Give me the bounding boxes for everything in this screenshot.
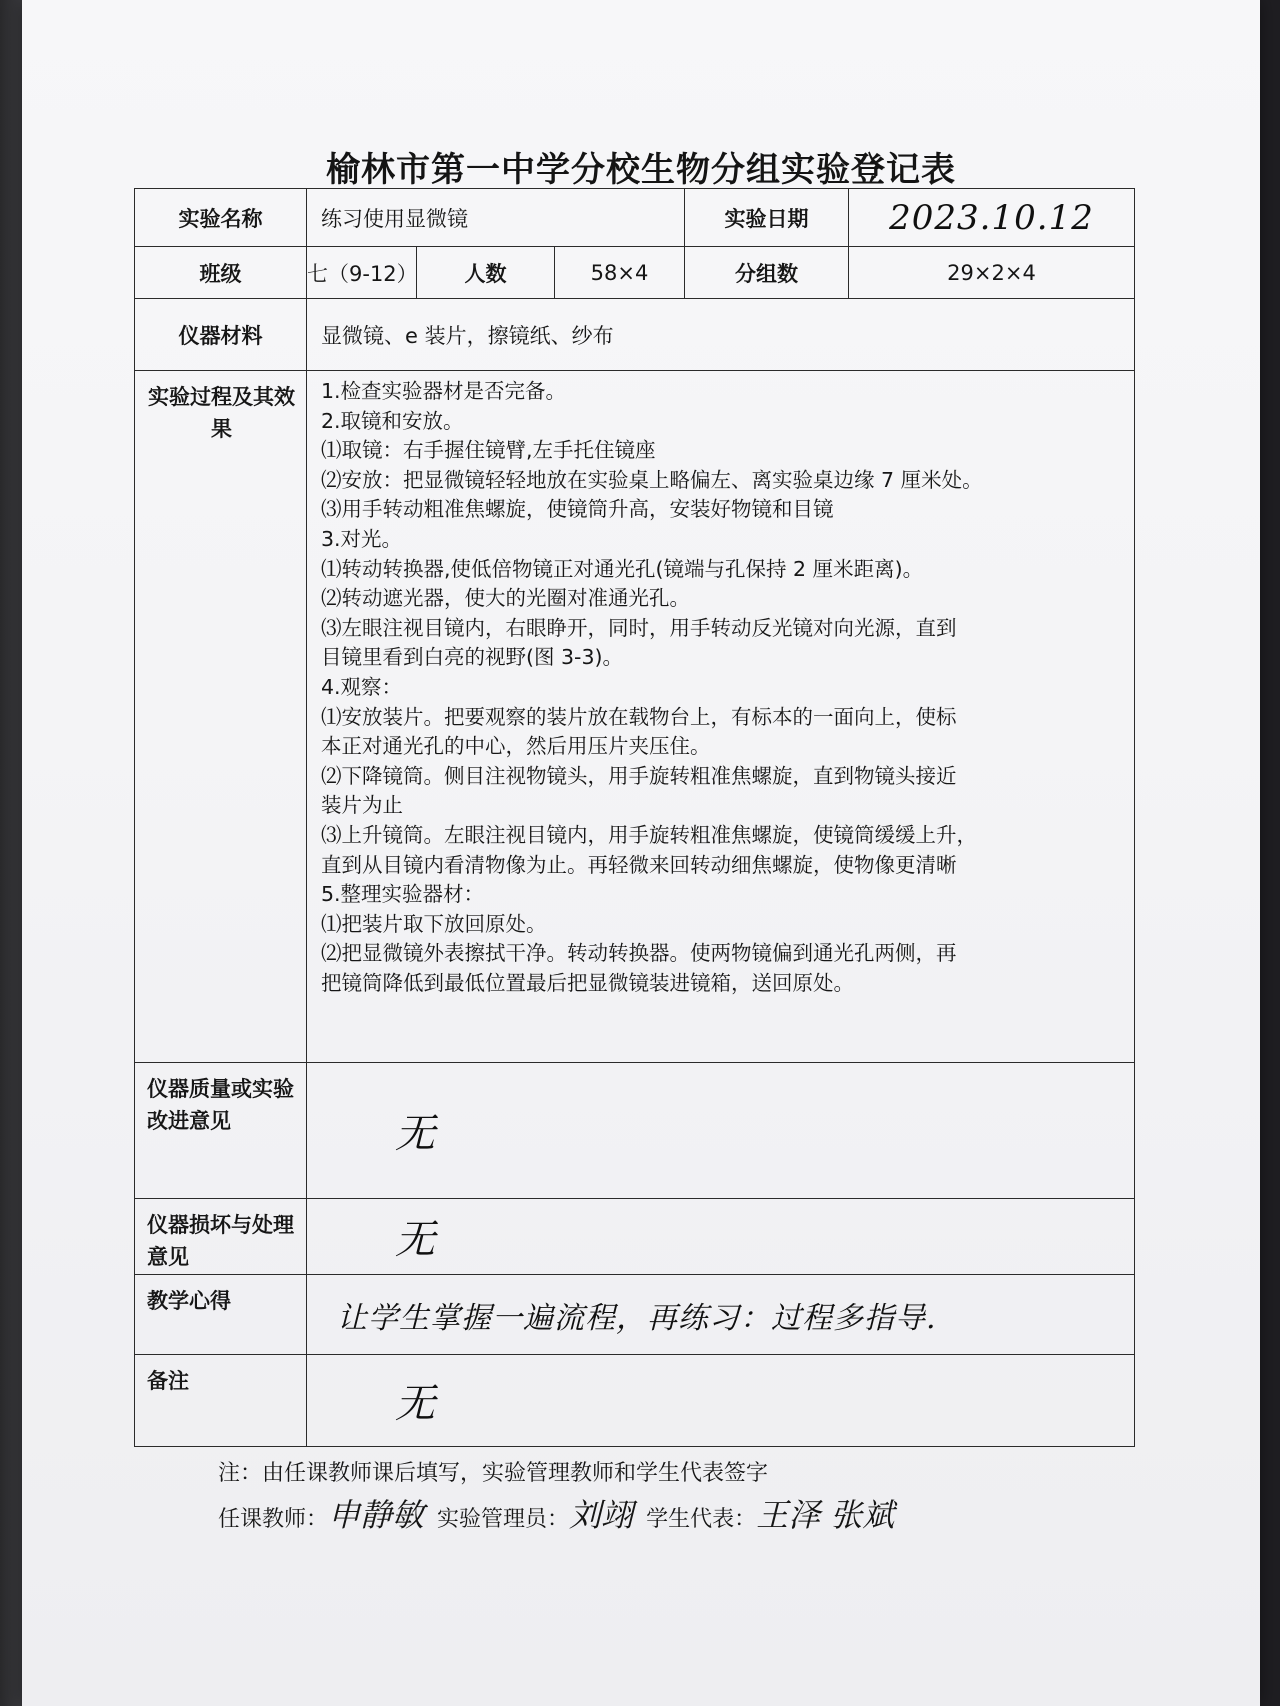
exp-name-label: 实验名称 — [135, 189, 307, 247]
quality-value: 无 — [307, 1063, 1135, 1199]
process-line: 装片为止 — [321, 793, 403, 818]
materials-value: 显微镜、e 装片，擦镜纸、纱布 — [307, 299, 1135, 371]
paper-sheet — [22, 0, 1260, 1706]
process-line: ⑵安放：把显微镜轻轻地放在实验桌上略偏左、离实验桌边缘 7 厘米处。 — [321, 467, 983, 492]
process-line: 直到从目镜内看清物像为止。再轻微来回转动细焦螺旋，使物像更清晰 — [321, 852, 957, 877]
damage-label: 仪器损坏与处理意见 — [135, 1199, 307, 1275]
process-label: 实验过程及其效果 — [135, 371, 307, 1063]
exp-date-value: 2023.10.12 — [849, 189, 1135, 247]
teacher-label: 任课教师： — [218, 1507, 329, 1532]
materials-label: 仪器材料 — [135, 299, 307, 371]
exp-name-value: 练习使用显微镜 — [307, 189, 685, 247]
teaching-value: 让学生掌握一遍流程，再练习：过程多指导. — [307, 1275, 1135, 1355]
process-line: ⑶用手转动粗准焦螺旋，使镜筒升高，安装好物镜和目镜 — [321, 497, 834, 522]
process-line: ⑴取镜：右手握住镜臂,左手托住镜座 — [321, 438, 656, 463]
process-line: 目镜里看到白亮的视野(图 3-3)。 — [321, 645, 623, 670]
admin-label: 实验管理员： — [437, 1507, 570, 1532]
process-line: ⑶左眼注视目镜内，右眼睁开，同时，用手转动反光镜对向光源，直到 — [321, 615, 957, 640]
process-line: ⑴把装片取下放回原处。 — [321, 911, 547, 936]
groups-value: 29×2×4 — [849, 247, 1135, 299]
registration-table — [134, 188, 1135, 1447]
process-line: 2.取镜和安放。 — [321, 408, 464, 433]
row-experiment-name — [135, 189, 1135, 247]
process-steps — [307, 371, 1135, 1063]
process-line: ⑶上升镜筒。左眼注视目镜内，用手旋转粗准焦螺旋，使镜筒缓缓上升， — [321, 822, 977, 847]
class-label: 班级 — [135, 247, 307, 299]
teacher-signature: 申静敏 — [328, 1496, 425, 1534]
process-line: ⑴转动转换器,使低倍物镜正对通光孔(镜端与孔保持 2 厘米距离)。 — [321, 556, 924, 581]
row-quality — [135, 1063, 1135, 1199]
row-damage — [135, 1199, 1135, 1275]
damage-value: 无 — [307, 1199, 1135, 1275]
signature-line — [218, 1490, 900, 1536]
exp-date-label: 实验日期 — [685, 189, 849, 247]
process-line: ⑴安放装片。把要观察的装片放在载物台上，有标本的一面向上，使标 — [321, 704, 957, 729]
remarks-value: 无 — [307, 1355, 1135, 1447]
process-line: 4.观察： — [321, 674, 403, 699]
process-line: 1.检查实验器材是否完备。 — [321, 379, 567, 403]
row-materials — [135, 299, 1135, 371]
count-label: 人数 — [417, 247, 555, 299]
row-remarks — [135, 1355, 1135, 1447]
groups-label: 分组数 — [685, 247, 849, 299]
document-title: 榆林市第一中学分校生物分组实验登记表 — [326, 150, 956, 190]
process-line: 3.对光。 — [321, 526, 403, 551]
student-signature: 王泽 张斌 — [756, 1496, 895, 1534]
count-value: 58×4 — [555, 247, 685, 299]
process-line: ⑵转动遮光器，使大的光圈对准通光孔。 — [321, 586, 690, 611]
footer-note: 注：由任课教师课后填写，实验管理教师和学生代表签字 — [218, 1461, 769, 1486]
row-class — [135, 247, 1135, 299]
process-line: 5.整理实验器材： — [321, 882, 485, 907]
row-teaching — [135, 1275, 1135, 1355]
row-process — [135, 371, 1135, 1063]
remarks-label: 备注 — [135, 1355, 307, 1447]
student-label: 学生代表： — [646, 1507, 757, 1532]
process-line: ⑵下降镜筒。侧目注视物镜头，用手旋转粗准焦螺旋，直到物镜头接近 — [321, 763, 957, 788]
admin-signature: 刘翊 — [569, 1496, 634, 1534]
process-line: 把镜筒降低到最低位置最后把显微镜装进镜箱，送回原处。 — [321, 970, 854, 995]
teaching-label: 教学心得 — [135, 1275, 307, 1355]
process-line: ⑵把显微镜外表擦拭干净。转动转换器。使两物镜偏到通光孔两侧，再 — [321, 941, 957, 966]
quality-label: 仪器质量或实验改进意见 — [135, 1063, 307, 1199]
process-line: 本正对通光孔的中心，然后用压片夹压住。 — [321, 734, 711, 759]
class-value: 七（9-12） — [307, 247, 417, 299]
